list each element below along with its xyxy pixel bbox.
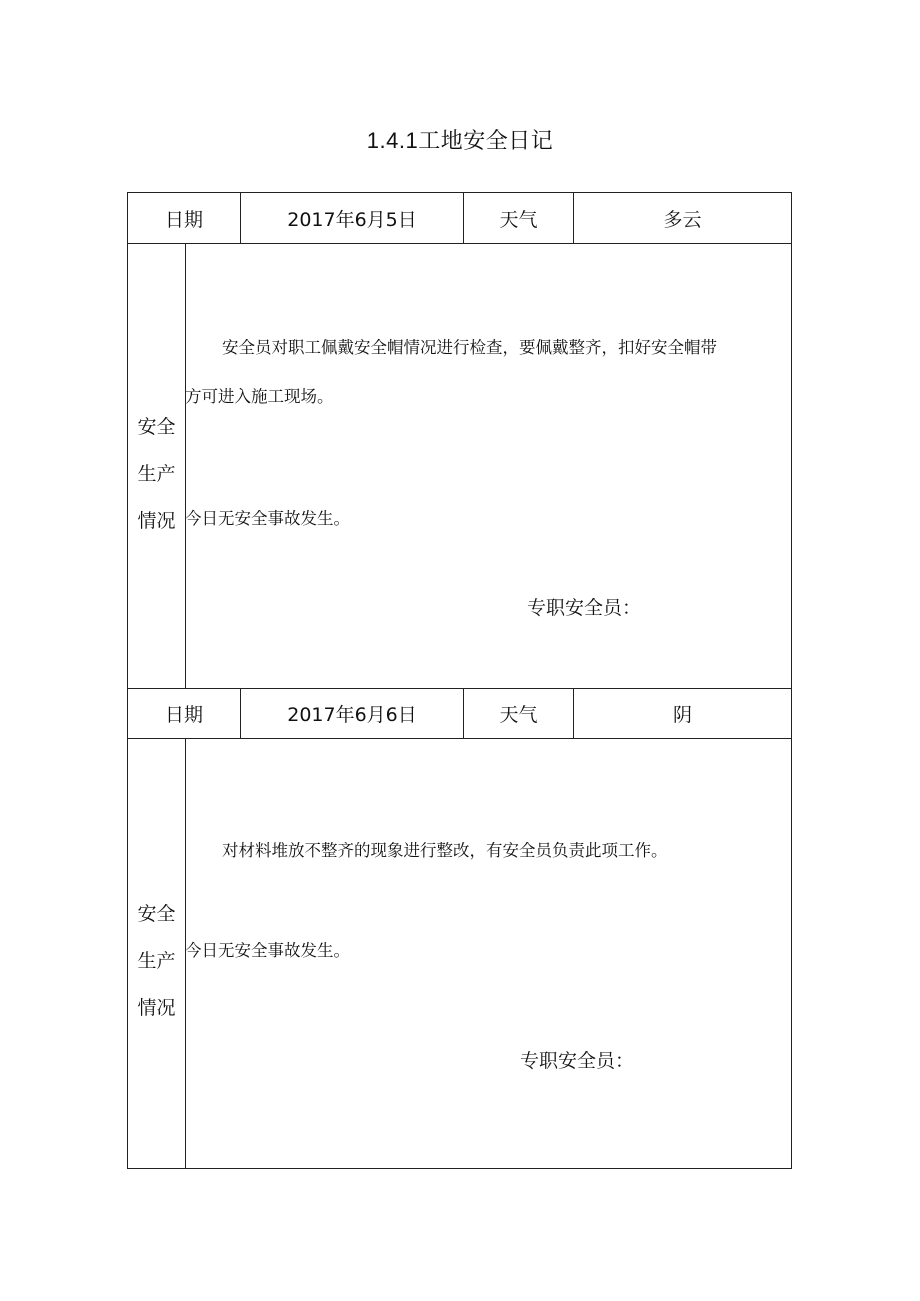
page-title: 1.4.1工地安全日记: [366, 128, 554, 153]
date-label: 日期: [164, 704, 203, 726]
signature-label: 专职安全员：: [520, 1050, 635, 1072]
report-paragraph: 今日无安全事故发生。: [185, 509, 350, 528]
section-label-line: 安全: [137, 416, 176, 438]
report-paragraph: 方可进入施工现场。: [185, 387, 334, 406]
weather-value: 阴: [672, 704, 692, 726]
section-label-line: 情况: [137, 510, 176, 532]
signature-label: 专职安全员：: [527, 597, 642, 619]
report-paragraph: 对材料堆放不整齐的现象进行整改，有安全员负责此项工作。: [222, 841, 668, 860]
section-label-line: 生产: [137, 463, 176, 485]
date-label: 日期: [164, 208, 203, 231]
safety-diary-table: [127, 192, 792, 1169]
row-divider: [128, 243, 791, 244]
report-paragraph: 安全员对职工佩戴安全帽情况进行检查，要佩戴整齐，扣好安全帽带: [222, 338, 717, 357]
section-label: [128, 404, 185, 545]
date-value: 2017年6月5日: [287, 208, 417, 231]
section-label-line: 生产: [137, 950, 176, 972]
report-paragraph: 今日无安全事故发生。: [185, 941, 350, 960]
date-value: 2017年6月6日: [287, 704, 417, 726]
section-label-line: 情况: [137, 997, 176, 1019]
weather-value: 多云: [663, 208, 702, 231]
section-label-line: 安全: [137, 903, 176, 925]
weather-label: 天气: [499, 704, 538, 726]
section-label: [128, 891, 185, 1032]
weather-label: 天气: [499, 208, 538, 231]
col-divider: [185, 243, 186, 688]
row-divider: [128, 738, 791, 739]
